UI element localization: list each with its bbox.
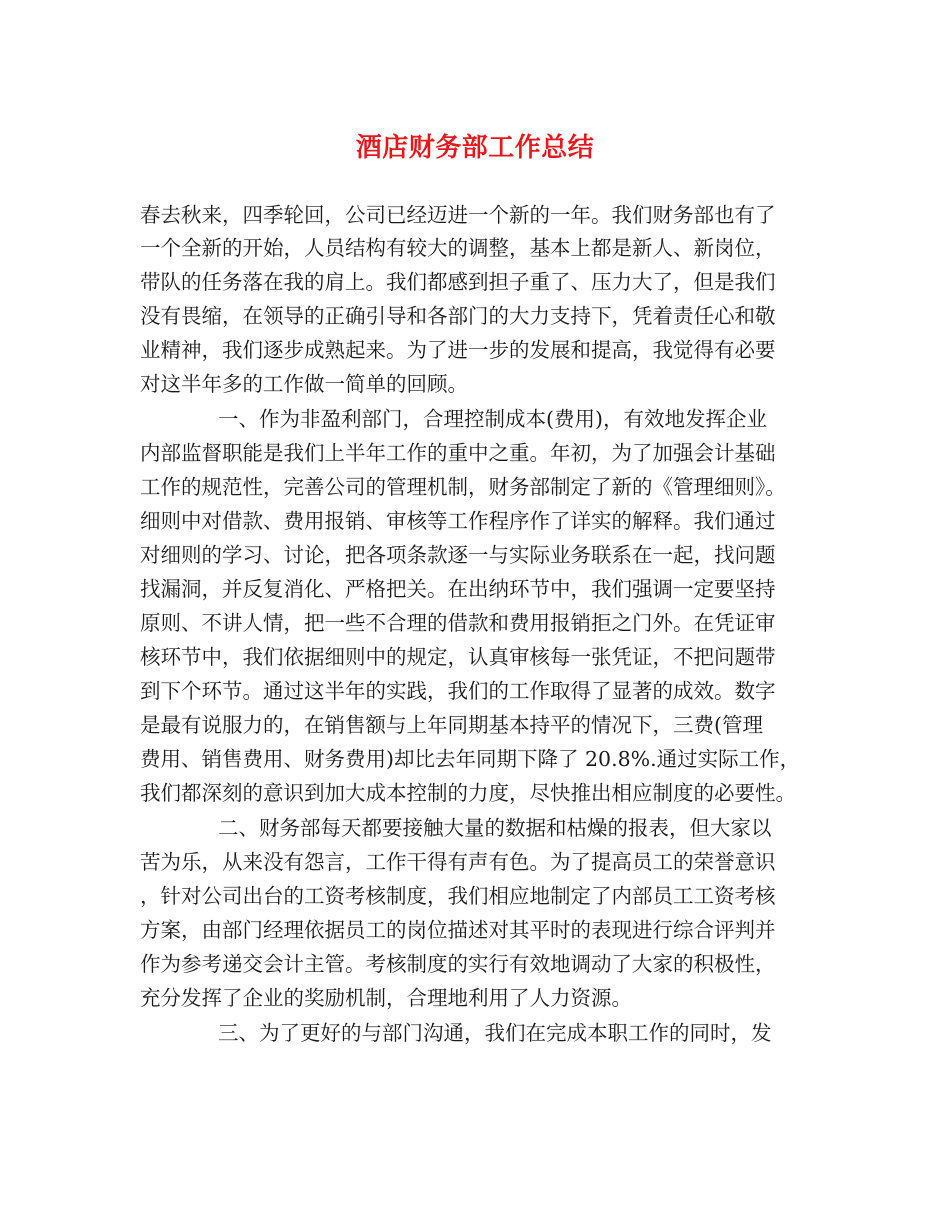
text-line: 对这半年多的工作做一简单的回顾。 [140,372,468,396]
text-line: 费用、销售费用、财务费用)却比去年同期下降了 20.8%.通过实际工作， [140,747,801,771]
text-line: ，针对公司出台的工资考核制度，我们相应地制定了内部员工工资考核 [140,884,776,908]
text-line: 业精神，我们逐步成熟起来。为了进一步的发展和提高，我觉得有必要 [140,338,776,362]
text-line: 春去秋来，四季轮回，公司已经迈进一个新的一年。我们财务部也有了 [140,203,776,227]
text-line: 一、作为非盈利部门，合理控制成本(费用)，有效地发挥企业 [218,407,767,431]
text-line: 没有畏缩，在领导的正确引导和各部门的大力支持下，凭着责任心和敬 [140,304,776,328]
text-line: 细则中对借款、费用报销、审核等工作程序作了详实的解释。我们通过 [140,509,776,533]
text-line: 方案，由部门经理依据员工的岗位描述对其平时的表现进行综合评判并 [140,918,776,942]
document-title: 酒店财务部工作总结 [355,133,595,163]
text-line: 三、为了更好的与部门沟通，我们在完成本职工作的同时，发 [218,1021,772,1045]
text-line: 是最有说服力的，在销售额与上年同期基本持平的情况下，三费(管理 [140,713,763,737]
text-line: 对细则的学习、讨论，把各项条款逐一与实际业务联系在一起，找问题 [140,543,776,567]
text-line: 苦为乐，从来没有怨言，工作干得有声有色。为了提高员工的荣誉意识 [140,850,776,874]
text-line: 带队的任务落在我的肩上。我们都感到担子重了、压力大了，但是我们 [140,270,776,294]
text-line: 找漏洞，并反复消化、严格把关。在出纳环节中，我们强调一定要坚持 [140,577,776,601]
text-line: 作为参考递交会计主管。考核制度的实行有效地调动了大家的积极性， [140,952,776,976]
text-line: 一个全新的开始，人员结构有较大的调整，基本上都是新人、新岗位， [140,236,776,260]
text-line: 充分发挥了企业的奖励机制，合理地利用了人力资源。 [140,986,632,1010]
text-line: 我们都深刻的意识到加大成本控制的力度，尽快推出相应制度的必要性。 [140,781,796,805]
text-line: 二、财务部每天都要接触大量的数据和枯燥的报表，但大家以 [218,816,772,840]
text-line: 原则、不讲人情，把一些不合理的借款和费用报销拒之门外。在凭证审 [140,611,776,635]
text-line: 核环节中，我们依据细则中的规定，认真审核每一张凭证，不把问题带 [140,645,776,669]
text-line: 到下个环节。通过这半年的实践，我们的工作取得了显著的成效。数字 [140,679,776,703]
text-line: 工作的规范性，完善公司的管理机制，财务部制定了新的《管理细则》。 [140,475,786,499]
text-line: 内部监督职能是我们上半年工作的重中之重。年初，为了加强会计基础 [140,441,776,465]
